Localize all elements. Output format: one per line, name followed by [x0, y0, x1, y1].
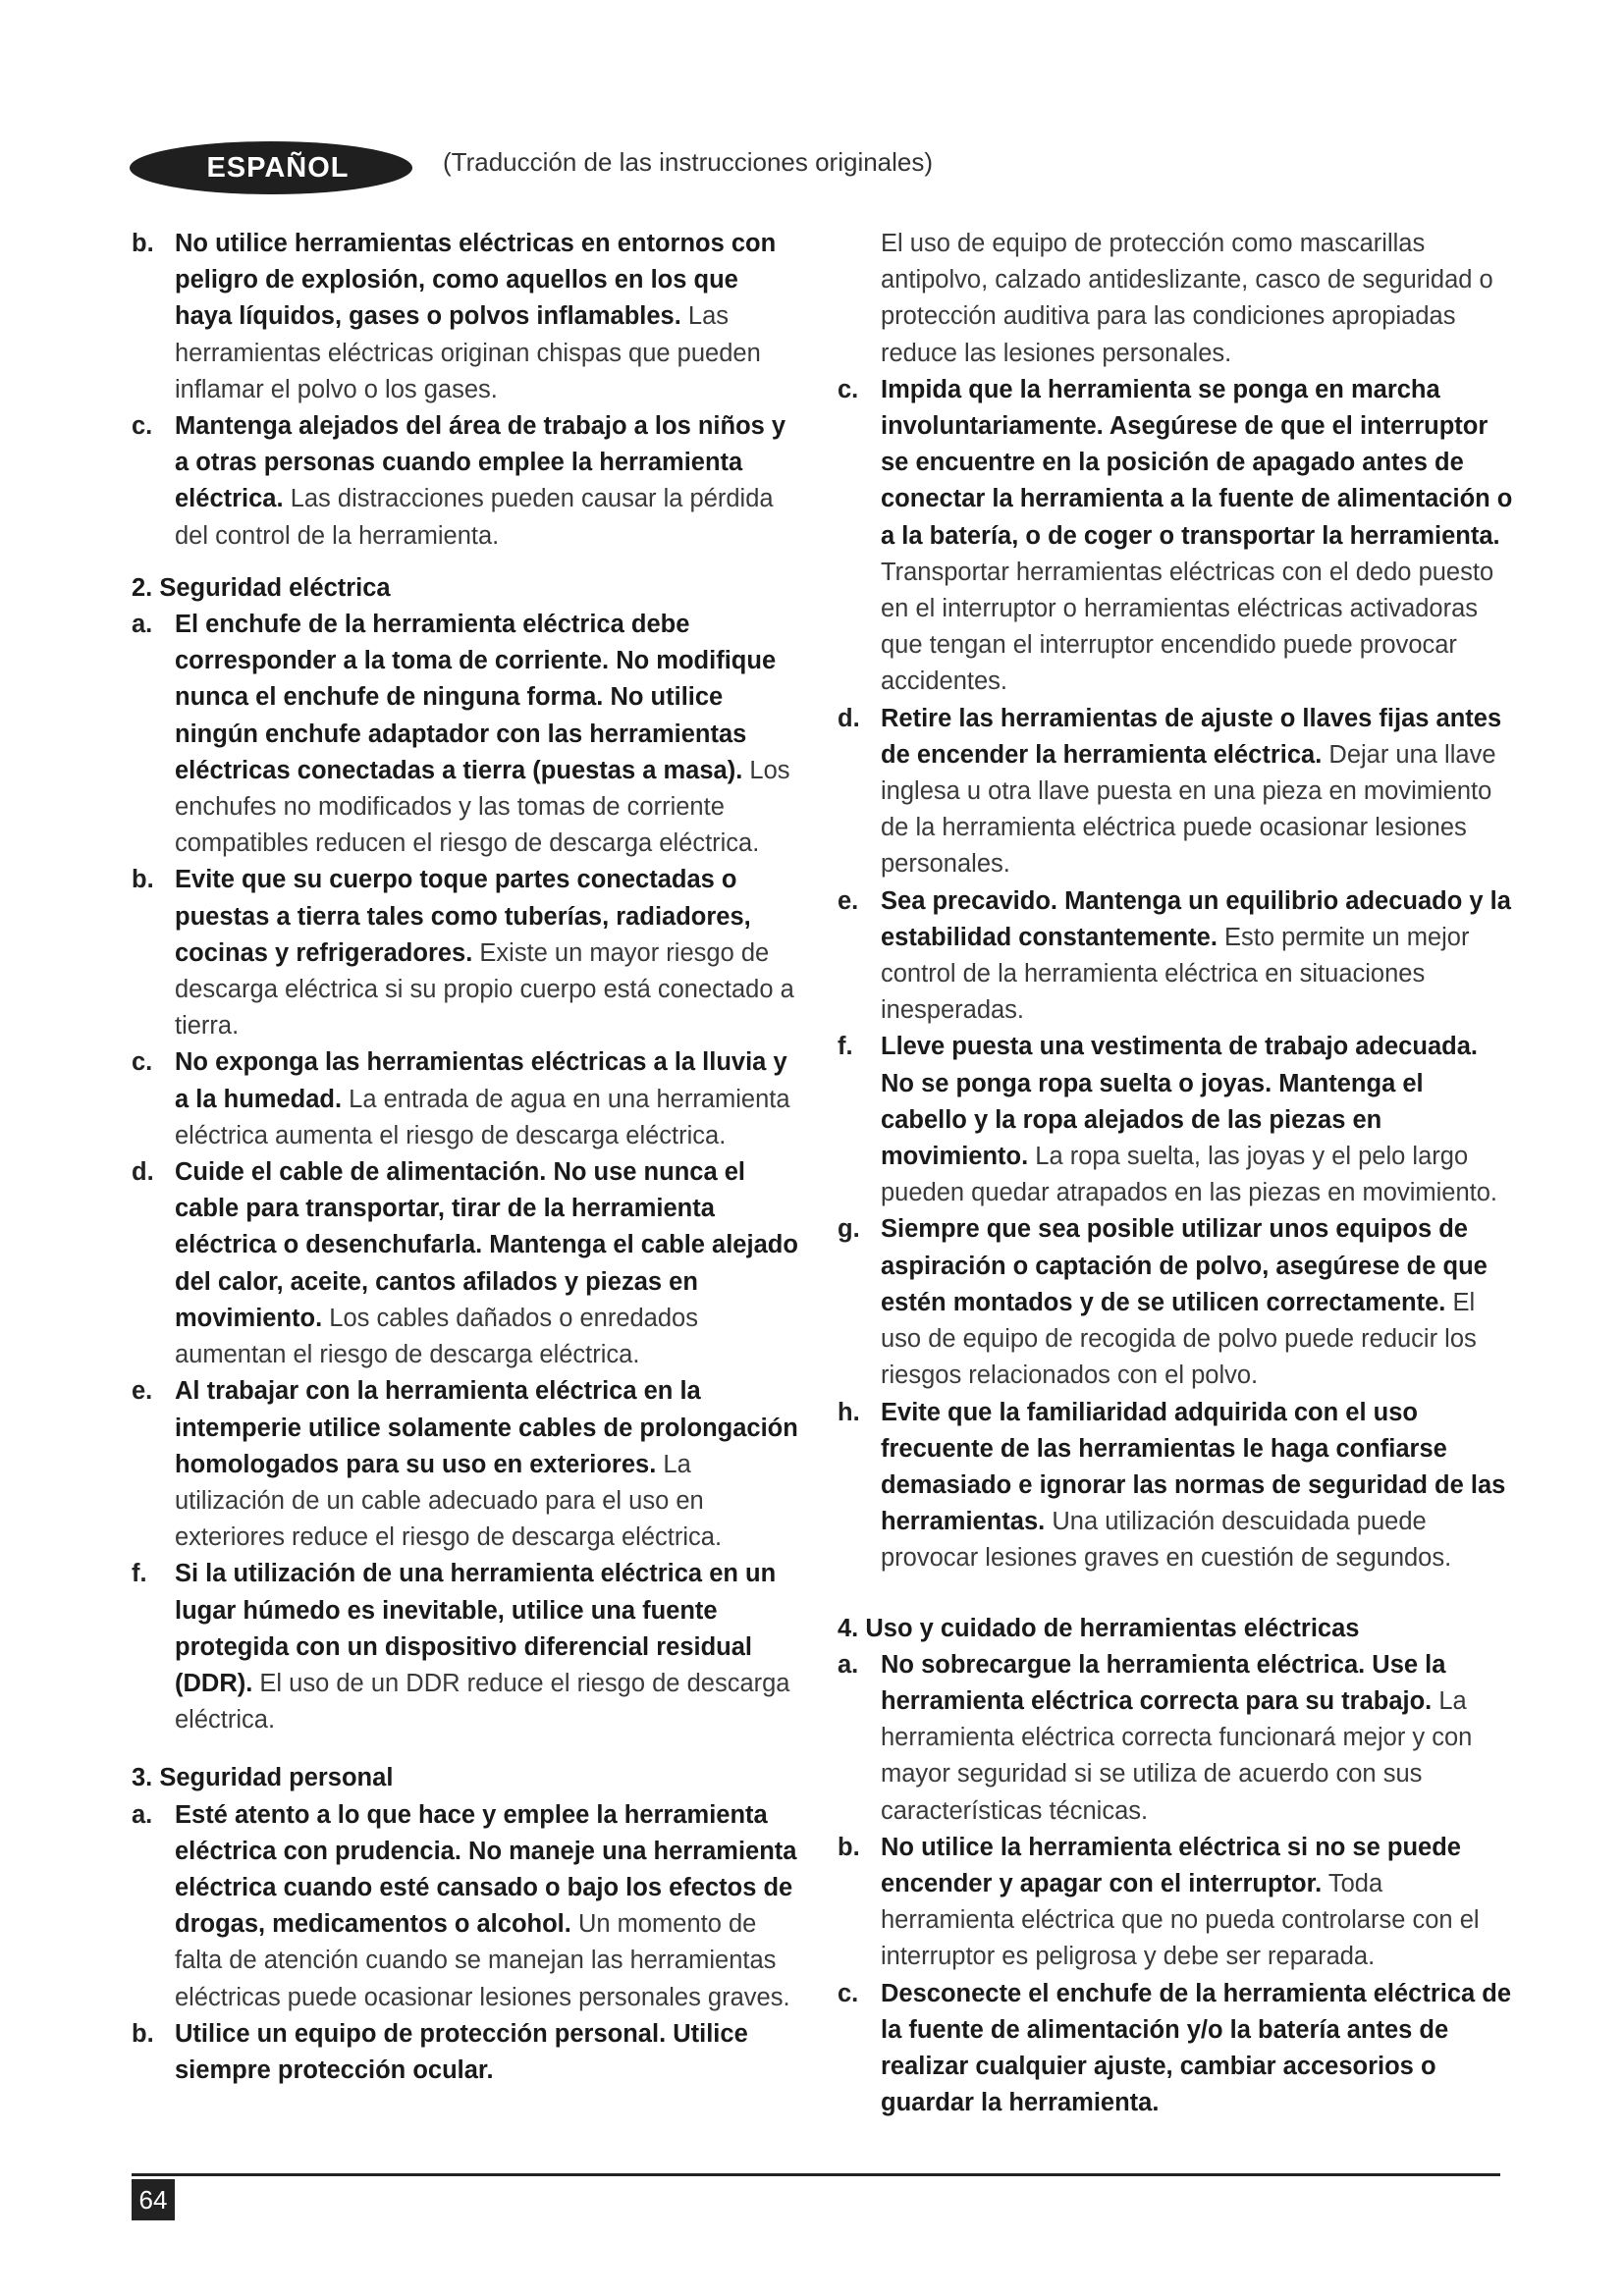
instruction-bold: Impida que la herramienta se ponga en marcha involuntariamente. Asegúrese de que el interruptor se encuentre en la posición de apagado antes de conectar la herramienta a la fuente de alimentación o a la batería, o de coger o transportar la herramienta. [881, 375, 1513, 550]
instruction-text: El uso de un DDR reduce el riesgo de descarga eléctrica. [175, 1669, 790, 1735]
list-item [838, 1211, 1515, 1394]
instruction-text: La ropa suelta, las joyas y el pelo largo pueden quedar atrapados en las piezas en movimiento. [881, 1143, 1497, 1207]
instruction-bold: Desconecte el enchufe de la herramienta eléctrica de la fuente de alimentación y/o la batería antes de realizar cualquier ajuste, cambiar accesorios o guardar la herramienta. [881, 1979, 1512, 2117]
instruction-text: Un momento de falta de atención cuando se manejan las herramientas eléctricas puede ocasionar lesiones personales graves. [175, 1910, 790, 2011]
instruction-bold: Mantenga alejados del área de trabajo a los niños y a otras personas cuando emplee la herramienta eléctrica. [175, 412, 786, 513]
list-item [838, 883, 1515, 1030]
instruction-text: Esto permite un mejor control de la herramienta eléctrica en situaciones inesperadas. [881, 923, 1470, 1025]
instruction-text: Una utilización descuidada puede provocar lesiones graves en cuestión de segundos. [881, 1508, 1452, 1573]
instruction-bold: No sobrecargue la herramienta eléctrica. Use la herramienta eléctrica correcta para su trabajo. [881, 1650, 1446, 1715]
instruction-bold: El enchufe de la herramienta eléctrica debe corresponder a la toma de corriente. No modifique nunca el enchufe de ninguna forma. No utilice ningún enchufe adaptador con las herramientas eléctricas conectadas a tierra (puestas a masa). [175, 611, 777, 784]
item-letter: c. [132, 412, 153, 441]
list-item [132, 1373, 799, 1556]
instruction-bold: Al trabajar con la herramienta eléctrica en la intemperie utilice solamente cables de prolongación homologados para su uso en exteriores. [175, 1377, 798, 1478]
instruction-bold: Cuide el cable de alimentación. No use nunca el cable para transportar, tirar de la herramienta eléctrica o desenchufarla. Mantenga el cable alejado del calor, aceite, cantos afilados y piezas en movimiento. [175, 1158, 798, 1332]
instruction-bold: No utilice la herramienta eléctrica si no se puede encender y apagar con el interruptor. [881, 1833, 1461, 1897]
item-letter: h. [838, 1398, 860, 1426]
instruction-bold: Evite que la familiaridad adquirida con el uso frecuente de las herramientas le haga confiarse demasiado e ignorar las normas de seguridad de las herramientas. [881, 1398, 1506, 1536]
instruction-bold: Evite que su cuerpo toque partes conectadas o puestas a tierra tales como tuberías, radiadores, cocinas y refrigeradores. [175, 866, 751, 967]
instruction-text: Los enchufes no modificados y las tomas de corriente compatibles reducen el riesgo de descarga eléctrica. [175, 756, 790, 858]
list-item [838, 1976, 1515, 2122]
translation-note: (Traducción de las instrucciones originales) [443, 147, 934, 177]
item-letter: e. [838, 886, 859, 915]
item-letter: b. [132, 2019, 154, 2048]
list-item [838, 1647, 1515, 1830]
instruction-text: Dejar una llave inglesa u otra llave puesta en una pieza en movimiento de la herramienta eléctrica puede ocasionar lesiones personales. [881, 740, 1496, 879]
instruction-text: La herramienta eléctrica correcta funcionará mejor y con mayor seguridad si se utiliza de acuerdo con sus características técnicas. [881, 1686, 1473, 1825]
instruction-bold: No utilice herramientas eléctricas en entornos con peligro de explosión, como aquellos en los que haya líquidos, gases o polvos inflamables. [175, 230, 777, 331]
list-item [132, 408, 799, 555]
list-item [838, 1830, 1515, 1976]
language-label: ESPAÑOL [206, 151, 350, 184]
item-letter: d. [838, 704, 860, 732]
page-number: 64 [132, 2179, 175, 2220]
list-item [838, 1395, 1515, 1577]
instruction-bold: Lleve puesta una vestimenta de trabajo adecuada. No se ponga ropa suelta o joyas. Mantenga el cabello y la ropa alejados de las piezas en movimiento. [881, 1033, 1478, 1171]
instruction-text: Transportar herramientas eléctricas con el dedo puesto en el interruptor o herramientas eléctricas activadoras que tengan el interruptor encendido puede provocar accidentes. [881, 558, 1494, 696]
instruction-text: La entrada de agua en una herramienta eléctrica aumenta el riesgo de descarga eléctrica. [175, 1085, 790, 1149]
instruction-text: La utilización de un cable adecuado para el uso en exteriores reduce el riesgo de descarga eléctrica. [175, 1450, 723, 1552]
section-heading: 4. Uso y cuidado de herramientas eléctricas [838, 1614, 1360, 1642]
item-letter: a. [132, 611, 153, 639]
instruction-bold: Esté atento a lo que hace y emplee la herramienta eléctrica con prudencia. No maneje una herramienta eléctrica cuando esté cansado o bajo los efectos de drogas, medicamentos o alcohol. [175, 1800, 797, 1939]
list-item [132, 1044, 799, 1154]
item-letter: a. [132, 1800, 153, 1829]
instruction-text: Las herramientas eléctricas originan chispas que pueden inflamar el polvo o los gases. [175, 302, 761, 403]
item-letter: e. [132, 1377, 153, 1406]
item-letter: c. [838, 375, 859, 403]
instruction-bold: Retire las herramientas de ajuste o llaves fijas antes de encender la herramienta eléctrica. [881, 704, 1502, 769]
language-badge [130, 141, 412, 194]
instruction-bold: Sea precavido. Mantenga un equilibrio adecuado y la estabilidad constantemente. [881, 886, 1511, 951]
instruction-bold: Si la utilización de una herramienta eléctrica en un lugar húmedo es inevitable, utilice una fuente protegida con un dispositivo diferencial residual (DDR). [175, 1560, 777, 1697]
item-letter: b. [132, 866, 154, 894]
list-item [132, 2016, 799, 2089]
footer-divider [132, 2173, 1500, 2176]
instruction-bold: Siempre que sea posible utilizar unos equipos de aspiración o captación de polvo, asegúrese de que estén montados y de se utilicen correctamente. [881, 1215, 1488, 1316]
section-heading: 2. Seguridad eléctrica [132, 573, 391, 602]
instruction-text: Los cables dañados o enredados aumentan el riesgo de descarga eléctrica. [175, 1304, 698, 1369]
instruction-text: Toda herramienta eléctrica que no pueda controlarse con el interruptor es peligrosa y debe ser reparada. [881, 1869, 1480, 1971]
list-item [132, 1154, 799, 1373]
item-letter: a. [838, 1650, 859, 1679]
list-item [132, 226, 799, 408]
list-item [838, 1029, 1515, 1211]
list-item [838, 701, 1515, 883]
list-item [132, 1797, 799, 2016]
list-item [132, 1556, 799, 1738]
left-column [132, 226, 799, 2089]
item-letter: d. [132, 1158, 154, 1187]
item-letter: b. [838, 1833, 860, 1861]
right-column [838, 226, 1515, 2121]
instruction-text: El uso de equipo de recogida de polvo puede reducir los riesgos relacionados con el polvo. [881, 1288, 1477, 1390]
item-letter: f. [132, 1560, 147, 1588]
item-letter: c. [132, 1048, 153, 1077]
instruction-text: Las distracciones pueden causar la pérdida del control de la herramienta. [175, 485, 774, 550]
list-item [132, 607, 799, 862]
item-letter: b. [132, 230, 154, 257]
instruction-text: Existe un mayor riesgo de descarga eléctrica si su propio cuerpo está conectado a tierra. [175, 938, 794, 1041]
instruction-bold: Utilice un equipo de protección personal. Utilice siempre protección ocular. [175, 2019, 748, 2084]
section-heading: 3. Seguridad personal [132, 1764, 394, 1792]
list-item [132, 862, 799, 1044]
item-letter: g. [838, 1215, 860, 1244]
instruction-bold: No exponga las herramientas eléctricas a la lluvia y a la humedad. [175, 1048, 787, 1113]
instruction-text: El uso de equipo de protección como mascarillas antipolvo, calzado antideslizante, casco de seguridad o protección auditiva para las condiciones apropiadas reduce las lesiones personales. [881, 230, 1493, 367]
item-letter: f. [838, 1033, 853, 1061]
list-item [838, 372, 1515, 701]
item-letter: c. [838, 1979, 859, 2007]
list-item-continuation [838, 226, 1515, 372]
